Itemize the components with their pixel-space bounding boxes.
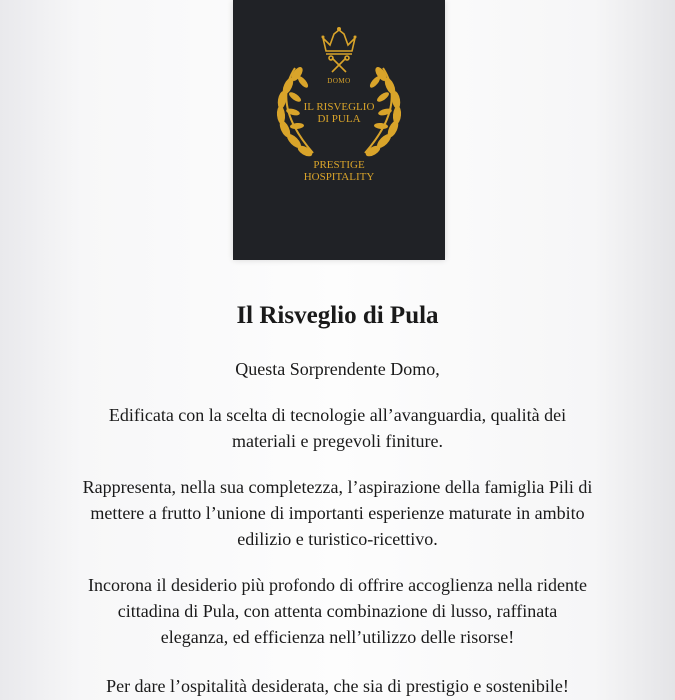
text-line: Per dare l’ospitalità desiderata, che sia di prestigio e sostenibile! (106, 676, 569, 696)
body-paragraph (30, 402, 645, 454)
logo-emblem (233, 0, 445, 260)
document-title: Il Risveglio di Pula (236, 302, 439, 329)
text-line: cittadina di Pula, con attenta combinazione di lusso, raffinata (117, 601, 558, 621)
logo-name (233, 101, 445, 125)
text-line: Rappresenta, nella sua completezza, l’aspirazione della famiglia Pili di (82, 477, 593, 497)
logo-tagline-line: HOSPITALITY (303, 171, 375, 183)
text-line: Questa Sorprendente Domo, (235, 359, 440, 379)
logo-name-line: DI PULA (317, 113, 361, 125)
closing-paragraph (30, 673, 645, 699)
text-line: eleganza, ed efficienza nell’utilizzo delle risorse! (160, 627, 515, 647)
logo-name-line: IL RISVEGLIO (303, 101, 375, 113)
text-line: mettere a frutto l’unione di importanti esperienze maturate in ambito (90, 503, 585, 523)
logo-tagline (233, 159, 445, 183)
text-line: Edificata con la scelta di tecnologie all’avanguardia, qualità dei (108, 405, 567, 425)
logo-domo-text: DOMO (327, 77, 351, 85)
logo-card (233, 0, 445, 260)
intro-paragraph (30, 356, 645, 382)
text-line: edilizio e turistico-ricettivo. (237, 529, 438, 549)
text-line: materiali e pregevoli finiture. (232, 431, 443, 451)
body-paragraph (30, 572, 645, 650)
text-line: Incorona il desiderio più profondo di offrire accoglienza nella ridente (88, 575, 587, 595)
logo-tagline-line: PRESTIGE (313, 159, 365, 171)
crossed-keys-icon (329, 56, 349, 72)
body-paragraph (30, 474, 645, 552)
crown-icon (322, 27, 357, 54)
